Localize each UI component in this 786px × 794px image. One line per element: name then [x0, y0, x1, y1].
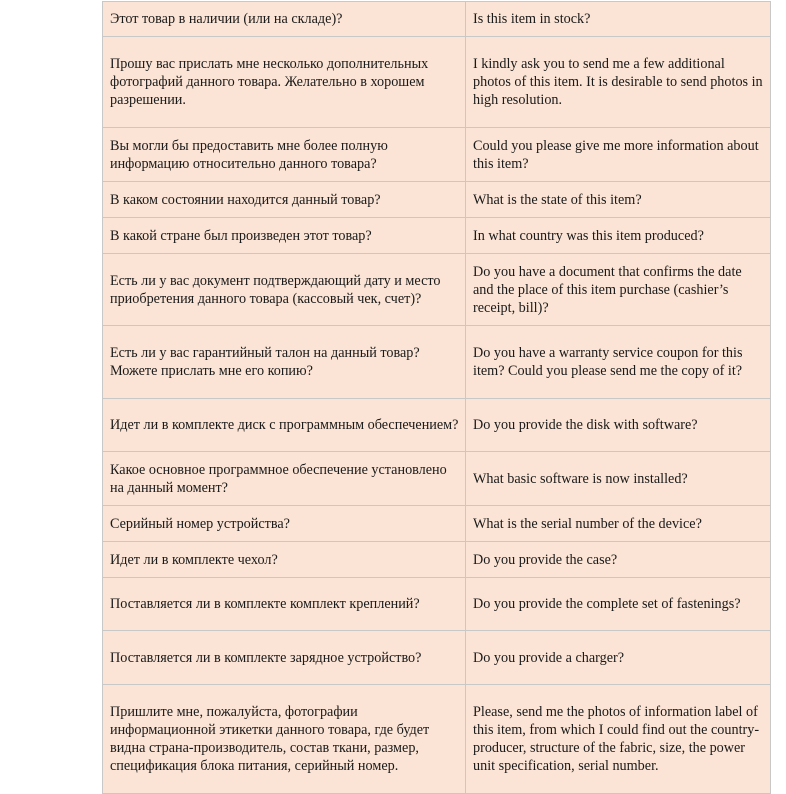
- russian-phrase-cell: В какой стране был произведен этот товар?: [103, 218, 466, 254]
- english-phrase-cell: Do you have a warranty service coupon for this item? Could you please send me the copy of it?: [466, 326, 771, 399]
- english-phrase-cell: What is the serial number of the device?: [466, 506, 771, 542]
- table-row: [103, 254, 771, 326]
- phrase-table: [102, 1, 771, 794]
- table-row: [103, 399, 771, 452]
- english-phrase-cell: What is the state of this item?: [466, 182, 771, 218]
- table-row: [103, 578, 771, 631]
- english-phrase-cell: Is this item in stock?: [466, 2, 771, 37]
- english-phrase-cell: Please, send me the photos of information label of this item, from which I could find out the country-producer, structure of the fabric, size, the power unit specification, serial number.: [466, 685, 771, 794]
- table-row: [103, 326, 771, 399]
- english-phrase-cell: Do you have a document that confirms the date and the place of this item purchase (cashier’s receipt, bill)?: [466, 254, 771, 326]
- russian-phrase-cell: Вы могли бы предоставить мне более полную информацию относительно данного товара?: [103, 128, 466, 182]
- table-row: [103, 506, 771, 542]
- russian-phrase-cell: Есть ли у вас гарантийный талон на данный товар? Можете прислать мне его копию?: [103, 326, 466, 399]
- table-row: [103, 452, 771, 506]
- russian-phrase-cell: Прошу вас прислать мне несколько дополнительных фотографий данного товара. Желательно в хорошем разрешении.: [103, 37, 466, 128]
- table-row: [103, 2, 771, 37]
- russian-phrase-cell: Идет ли в комплекте чехол?: [103, 542, 466, 578]
- english-phrase-cell: Do you provide the case?: [466, 542, 771, 578]
- english-phrase-cell: I kindly ask you to send me a few additional photos of this item. It is desirable to send photos in high resolution.: [466, 37, 771, 128]
- table-row: [103, 37, 771, 128]
- english-phrase-cell: In what country was this item produced?: [466, 218, 771, 254]
- table-row: [103, 631, 771, 685]
- table-row: [103, 182, 771, 218]
- table-row: [103, 218, 771, 254]
- table-row: [103, 685, 771, 794]
- english-phrase-cell: Do you provide the complete set of fastenings?: [466, 578, 771, 631]
- russian-phrase-cell: Поставляется ли в комплекте зарядное устройство?: [103, 631, 466, 685]
- russian-phrase-cell: Пришлите мне, пожалуйста, фотографии информационной этикетки данного товара, где будет видна страна-производитель, состав ткани, размер, спецификация блока питания, серийный номер.: [103, 685, 466, 794]
- table-row: [103, 128, 771, 182]
- russian-phrase-cell: Идет ли в комплекте диск с программным обеспечением?: [103, 399, 466, 452]
- russian-phrase-cell: Серийный номер устройства?: [103, 506, 466, 542]
- russian-phrase-cell: Есть ли у вас документ подтверждающий дату и место приобретения данного товара (кассовый чек, счет)?: [103, 254, 466, 326]
- english-phrase-cell: Do you provide the disk with software?: [466, 399, 771, 452]
- table-row: [103, 542, 771, 578]
- russian-phrase-cell: Какое основное программное обеспечение установлено на данный момент?: [103, 452, 466, 506]
- russian-phrase-cell: Поставляется ли в комплекте комплект креплений?: [103, 578, 466, 631]
- russian-phrase-cell: В каком состоянии находится данный товар?: [103, 182, 466, 218]
- russian-phrase-cell: Этот товар в наличии (или на складе)?: [103, 2, 466, 37]
- english-phrase-cell: Could you please give me more information about this item?: [466, 128, 771, 182]
- english-phrase-cell: What basic software is now installed?: [466, 452, 771, 506]
- english-phrase-cell: Do you provide a charger?: [466, 631, 771, 685]
